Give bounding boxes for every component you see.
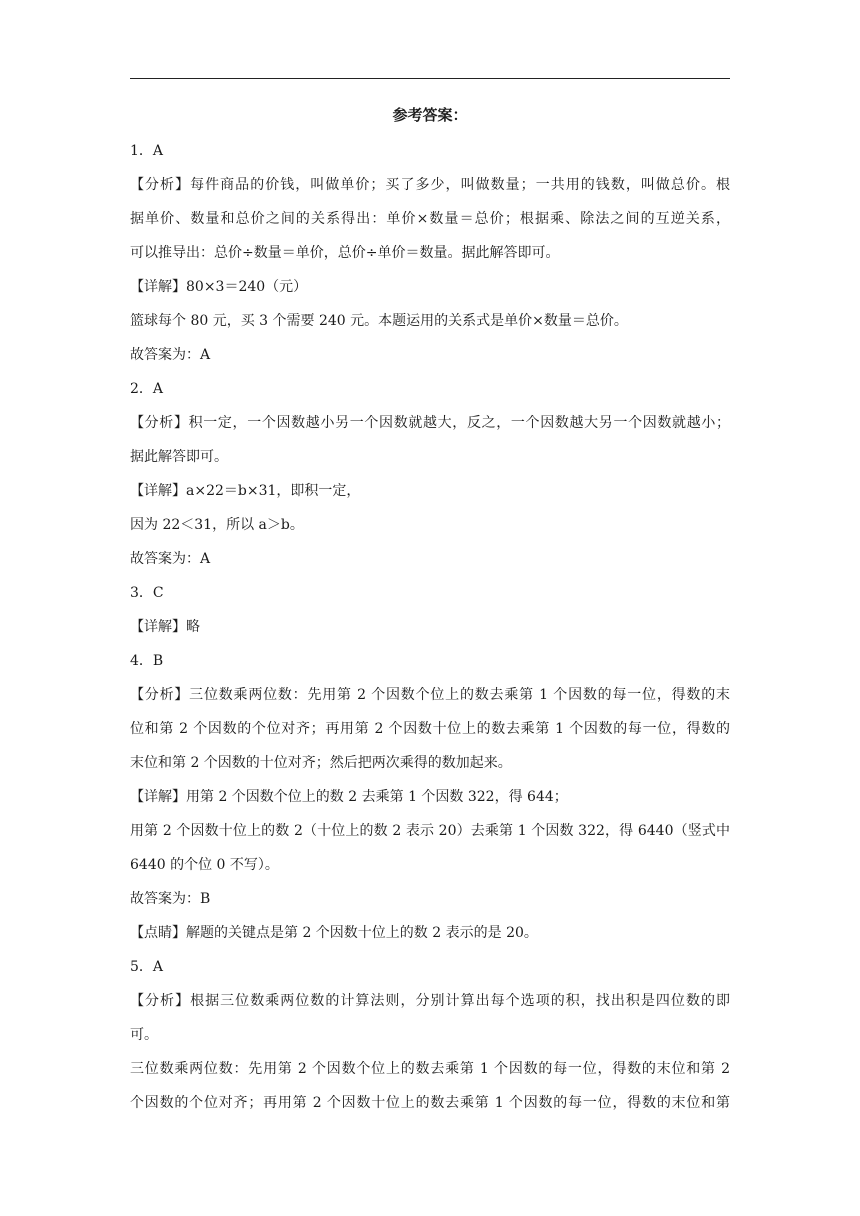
text-line: 三位数乘两位数：先用第 2 个因数个位上的数去乘第 1 个因数的每一位，得数的末位和第 2 <box>130 1061 730 1077</box>
text-line: 可。 <box>130 1027 158 1043</box>
text-line: 据单价、数量和总价之间的关系得出：单价×数量＝总价；根据乘、除法之间的互逆关系， <box>130 211 730 227</box>
text-line: 1．A <box>130 143 164 159</box>
text-line: 个因数的个位对齐；再用第 2 个因数十位上的数去乘第 1 个因数的每一位，得数的末位和第 <box>130 1095 730 1111</box>
text-line: 篮球每个 80 元，买 3 个需要 240 元。本题运用的关系式是单价×数量＝总价。 <box>130 313 628 329</box>
text-line: 【分析】三位数乘两位数：先用第 2 个因数个位上的数去乘第 1 个因数的每一位，得数的末 <box>130 687 730 703</box>
text-line: 据此解答即可。 <box>130 449 228 465</box>
text-line: 【点睛】解题的关键点是第 2 个因数十位上的数 2 表示的是 20。 <box>130 925 538 941</box>
text-line: 故答案为：A <box>130 347 211 363</box>
header-rule <box>130 78 730 79</box>
text-line: 5．A <box>130 959 164 975</box>
text-line: 故答案为：B <box>130 891 211 907</box>
text-line: 【详解】用第 2 个因数个位上的数 2 去乘第 1 个因数 322，得 644； <box>130 789 568 805</box>
text-line: 【详解】a×22＝b×31，即积一定， <box>130 483 361 499</box>
text-line: 【分析】每件商品的价钱，叫做单价；买了多少，叫做数量；一共用的钱数，叫做总价。根 <box>130 177 730 193</box>
text-line: 4．B <box>130 653 164 669</box>
answer-lines <box>130 134 730 1120</box>
text-line: 可以推导出：总价÷数量＝单价，总价÷单价＝数量。据此解答即可。 <box>130 245 560 261</box>
text-line: 末位和第 2 个因数的十位对齐；然后把两次乘得的数加起来。 <box>130 755 512 771</box>
text-line: 2．A <box>130 381 164 397</box>
answer-content <box>130 100 730 1120</box>
text-line: 【详解】80×3＝240（元） <box>130 279 308 295</box>
text-line: 【分析】根据三位数乘两位数的计算法则，分别计算出每个选项的积，找出积是四位数的即 <box>130 993 730 1009</box>
text-line: 用第 2 个因数十位上的数 2（十位上的数 2 表示 20）去乘第 1 个因数 322，得 6440（竖式中 <box>130 823 730 839</box>
text-line: 故答案为：A <box>130 551 211 567</box>
page-title: 参考答案： <box>392 106 468 124</box>
text-line: 【分析】积一定，一个因数越小另一个因数就越大，反之，一个因数越大另一个因数就越小； <box>130 415 730 431</box>
text-line: 6440 的个位 0 不写）。 <box>130 857 279 873</box>
text-line: 位和第 2 个因数的个位对齐；再用第 2 个因数十位上的数去乘第 1 个因数的每一位，得数的 <box>130 721 730 737</box>
text-line: 【详解】略 <box>130 619 200 635</box>
text-line: 3．C <box>130 585 164 601</box>
text-line: 因为 22＜31，所以 a＞b。 <box>130 517 304 533</box>
